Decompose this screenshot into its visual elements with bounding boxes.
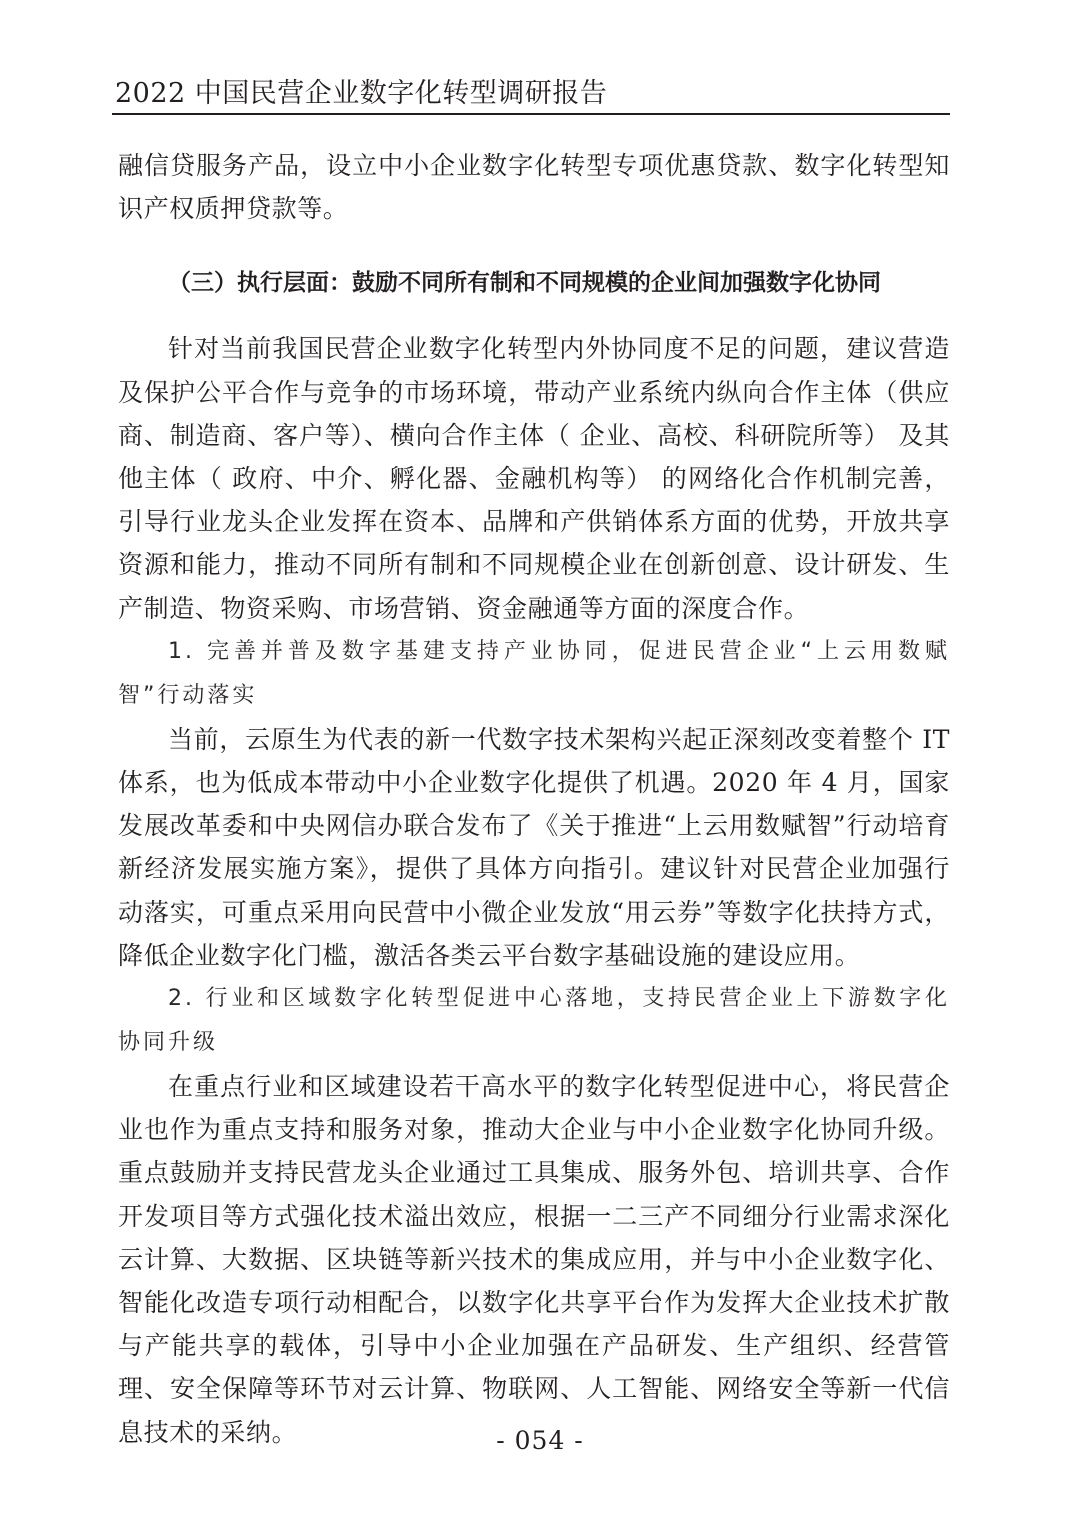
item-2-paragraph: 在重点行业和区域建设若干高水平的数字化转型促进中心，将民营企业也作为重点支持和服务对象，推动大企业与中小企业数字化协同升级。重点鼓励并支持民营龙头企业通过工具集成、服务外包、培训共享、合作开发项目等方式强化技术溢出效应，根据一二三产不同细分行业需求深化云计算、大数据、区块链等新兴技术的集成应用，并与中小企业数字化、智能化改造专项行动相配合，以数字化共享平台作为发挥大企业技术扩散与产能共享的载体，引导中小企业加强在产品研发、生产组织、经营管理、安全保障等环节对云计算、物联网、人工智能、网络安全等新一代信息技术的采纳。 (118, 1072, 950, 1447)
section-heading: （三）执行层面：鼓励不同所有制和不同规模的企业间加强数字化协同 (168, 270, 881, 297)
running-header-title: 2022 中国民营企业数字化转型调研报告 (115, 78, 608, 109)
item-1-heading: 1. 完善并普及数字基建支持产业协同，促进民营企业“上云用数赋智”行动落实 (118, 638, 950, 708)
intro-paragraph: 针对当前我国民营企业数字化转型内外协同度不足的问题，建议营造及保护公平合作与竞争的市场环境，带动产业系统内纵向合作主体（供应商、制造商、客户等）、横向合作主体（ 企业、高校、科研院所等） 及其他主体（ 政府、中介、孵化器、金融机构等） 的网络化合作机制完善，引导行业龙头企业发挥在资本、品牌和产供销体系方面的优势，开放共享资源和能力，推动不同所有制和不同规模企业在创新创意、设计研发、生产制造、物资采购、市场营销、资金融通等方面的深度合作。 (118, 334, 950, 623)
item-2-heading: 2. 行业和区域数字化转型促进中心落地，支持民营企业上下游数字化协同升级 (118, 986, 950, 1056)
page-number: - 054 - (496, 1426, 584, 1455)
continuation-paragraph: 融信贷服务产品，设立中小企业数字化转型专项优惠贷款、数字化转型知识产权质押贷款等。 (118, 151, 950, 224)
header-divider (112, 113, 950, 115)
page-body (118, 144, 950, 1454)
item-1-paragraph: 当前，云原生为代表的新一代数字技术架构兴起正深刻改变着整个 IT 体系，也为低成本带动中小企业数字化提供了机遇。2020 年 4 月，国家发展改革委和中央网信办联合发布了《关于推进“上云用数赋智”行动培育新经济发展实施方案》，提供了具体方向指引。建议针对民营企业加强行动落实，可重点采用向民营中小微企业发放“用云券”等数字化扶持方式，降低企业数字化门槛，激活各类云平台数字基础设施的建设应用。 (118, 724, 950, 970)
